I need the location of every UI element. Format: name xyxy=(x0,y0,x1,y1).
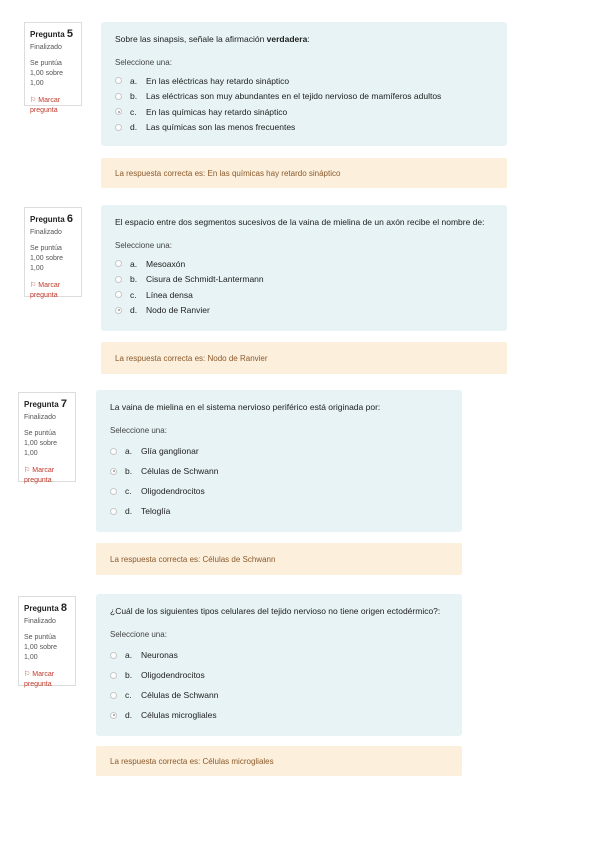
question-content xyxy=(96,594,462,736)
radio-button[interactable] xyxy=(115,260,122,267)
question-info xyxy=(18,596,76,686)
question-score: Se puntúa 1,00 sobre 1,00 xyxy=(30,245,64,273)
correct-answer-feedback: La respuesta correcta es: Células de Schwann xyxy=(96,543,462,575)
answer-option[interactable] xyxy=(110,481,448,501)
question-state: Finalizado xyxy=(24,617,56,625)
radio-button[interactable] xyxy=(110,712,117,719)
correct-answer-feedback: La respuesta correcta es: Células microgliales xyxy=(96,746,462,776)
answer-prompt: Seleccione una: xyxy=(110,426,167,435)
option-text: Células de Schwann xyxy=(141,690,219,700)
answer-option[interactable] xyxy=(115,272,493,288)
radio-button[interactable] xyxy=(115,291,122,298)
radio-button[interactable] xyxy=(115,124,122,131)
answer-option[interactable] xyxy=(110,685,448,705)
option-letter: b. xyxy=(125,466,133,476)
option-text: En las eléctricas hay retardo sináptico xyxy=(146,75,290,86)
question-score: Se puntúa 1,00 sobre 1,00 xyxy=(24,430,58,458)
answer-options xyxy=(115,73,493,135)
flag-question-link[interactable]: ⚐ Marcar pregunta xyxy=(30,96,61,114)
option-letter: d. xyxy=(125,506,133,516)
option-text: Oligodendrocitos xyxy=(141,486,205,496)
answer-options xyxy=(115,256,493,318)
option-text: Teloglía xyxy=(141,506,171,516)
flag-icon: ⚐ xyxy=(24,670,31,678)
radio-button[interactable] xyxy=(110,672,117,679)
question-state: Finalizado xyxy=(30,43,62,51)
answer-prompt: Seleccione una: xyxy=(115,241,172,250)
option-text: Línea densa xyxy=(146,289,193,300)
question-info xyxy=(24,22,82,114)
option-letter: d. xyxy=(125,710,133,720)
option-text: Células microgliales xyxy=(141,710,217,720)
flag-question-link[interactable]: ⚐ Marcar pregunta xyxy=(30,281,61,299)
answer-option[interactable] xyxy=(110,665,448,685)
answer-option[interactable] xyxy=(110,705,448,725)
question-content xyxy=(101,205,507,331)
flag-icon: ⚐ xyxy=(30,281,37,289)
answer-options xyxy=(110,441,448,521)
answer-option[interactable] xyxy=(115,104,493,120)
option-letter: a. xyxy=(130,75,138,86)
option-letter: c. xyxy=(125,690,132,700)
flag-icon: ⚐ xyxy=(30,96,37,104)
option-letter: d. xyxy=(130,122,138,133)
option-text: Oligodendrocitos xyxy=(141,670,205,680)
radio-button[interactable] xyxy=(115,276,122,283)
option-letter: a. xyxy=(130,258,138,269)
option-letter: b. xyxy=(125,670,133,680)
option-letter: c. xyxy=(125,486,132,496)
answer-option[interactable] xyxy=(115,256,493,272)
option-text: Las químicas son las menos frecuentes xyxy=(146,122,296,133)
question-text: ¿Cuál de los siguientes tipos celulares del tejido nervioso no tiene origen ectodérmico?: xyxy=(110,606,441,616)
answer-option[interactable] xyxy=(115,120,493,136)
answer-option[interactable] xyxy=(115,73,493,89)
question-info xyxy=(24,207,82,297)
option-letter: b. xyxy=(130,274,138,285)
radio-button[interactable] xyxy=(115,77,122,84)
correct-answer-feedback: La respuesta correcta es: En las químicas hay retardo sináptico xyxy=(101,158,507,188)
option-text: Las eléctricas son muy abundantes en el tejido nervioso de mamíferos adultos xyxy=(146,91,442,102)
question-number: Pregunta 8 xyxy=(24,602,68,614)
answer-option[interactable] xyxy=(115,303,493,319)
option-letter: a. xyxy=(125,446,133,456)
option-text: Neuronas xyxy=(141,650,178,660)
option-text: Cisura de Schmidt-Lantermann xyxy=(146,274,264,285)
question-info xyxy=(18,392,76,482)
option-letter: c. xyxy=(130,289,137,300)
question-content xyxy=(101,22,507,146)
answer-option[interactable] xyxy=(115,287,493,303)
question-text: El espacio entre dos segmentos sucesivos de la vaina de mielina de un axón recibe el nombre de: xyxy=(115,217,485,227)
option-text: Células de Schwann xyxy=(141,466,219,476)
question-score: Se puntúa 1,00 sobre 1,00 xyxy=(24,634,58,662)
option-text: En las químicas hay retardo sináptico xyxy=(146,106,288,117)
flag-question-link[interactable]: ⚐ Marcar pregunta xyxy=(24,670,55,688)
question-number: Pregunta 7 xyxy=(24,398,68,410)
question-state: Finalizado xyxy=(24,413,56,421)
question-text: La vaina de mielina en el sistema nervioso periférico está originada por: xyxy=(110,402,381,412)
question-content xyxy=(96,390,462,532)
answer-prompt: Seleccione una: xyxy=(115,58,172,67)
answer-option[interactable] xyxy=(115,89,493,105)
answer-option[interactable] xyxy=(110,645,448,665)
answer-options xyxy=(110,645,448,725)
correct-answer-feedback: La respuesta correcta es: Nodo de Ranvier xyxy=(101,342,507,374)
radio-button[interactable] xyxy=(110,652,117,659)
question-text: Sobre las sinapsis, señale la afirmación verdadera: xyxy=(115,34,310,44)
radio-button[interactable] xyxy=(110,448,117,455)
radio-button[interactable] xyxy=(110,468,117,475)
radio-button[interactable] xyxy=(115,108,122,115)
option-letter: c. xyxy=(130,106,137,117)
option-text: Glía ganglionar xyxy=(141,446,199,456)
option-letter: d. xyxy=(130,305,138,316)
question-state: Finalizado xyxy=(30,228,62,236)
option-text: Nodo de Ranvier xyxy=(146,305,210,316)
radio-button[interactable] xyxy=(110,488,117,495)
option-text: Mesoaxón xyxy=(146,258,186,269)
flag-question-link[interactable]: ⚐ Marcar pregunta xyxy=(24,466,55,484)
flag-icon: ⚐ xyxy=(24,466,31,474)
answer-option[interactable] xyxy=(110,461,448,481)
question-number: Pregunta 6 xyxy=(30,213,74,225)
radio-button[interactable] xyxy=(110,508,117,515)
option-letter: a. xyxy=(125,650,133,660)
answer-prompt: Seleccione una: xyxy=(110,630,167,639)
radio-button[interactable] xyxy=(115,93,122,100)
answer-option[interactable] xyxy=(110,441,448,461)
radio-button[interactable] xyxy=(110,692,117,699)
question-score: Se puntúa 1,00 sobre 1,00 xyxy=(30,60,64,88)
question-number: Pregunta 5 xyxy=(30,28,74,40)
option-letter: b. xyxy=(130,91,138,102)
radio-button[interactable] xyxy=(115,307,122,314)
answer-option[interactable] xyxy=(110,501,448,521)
